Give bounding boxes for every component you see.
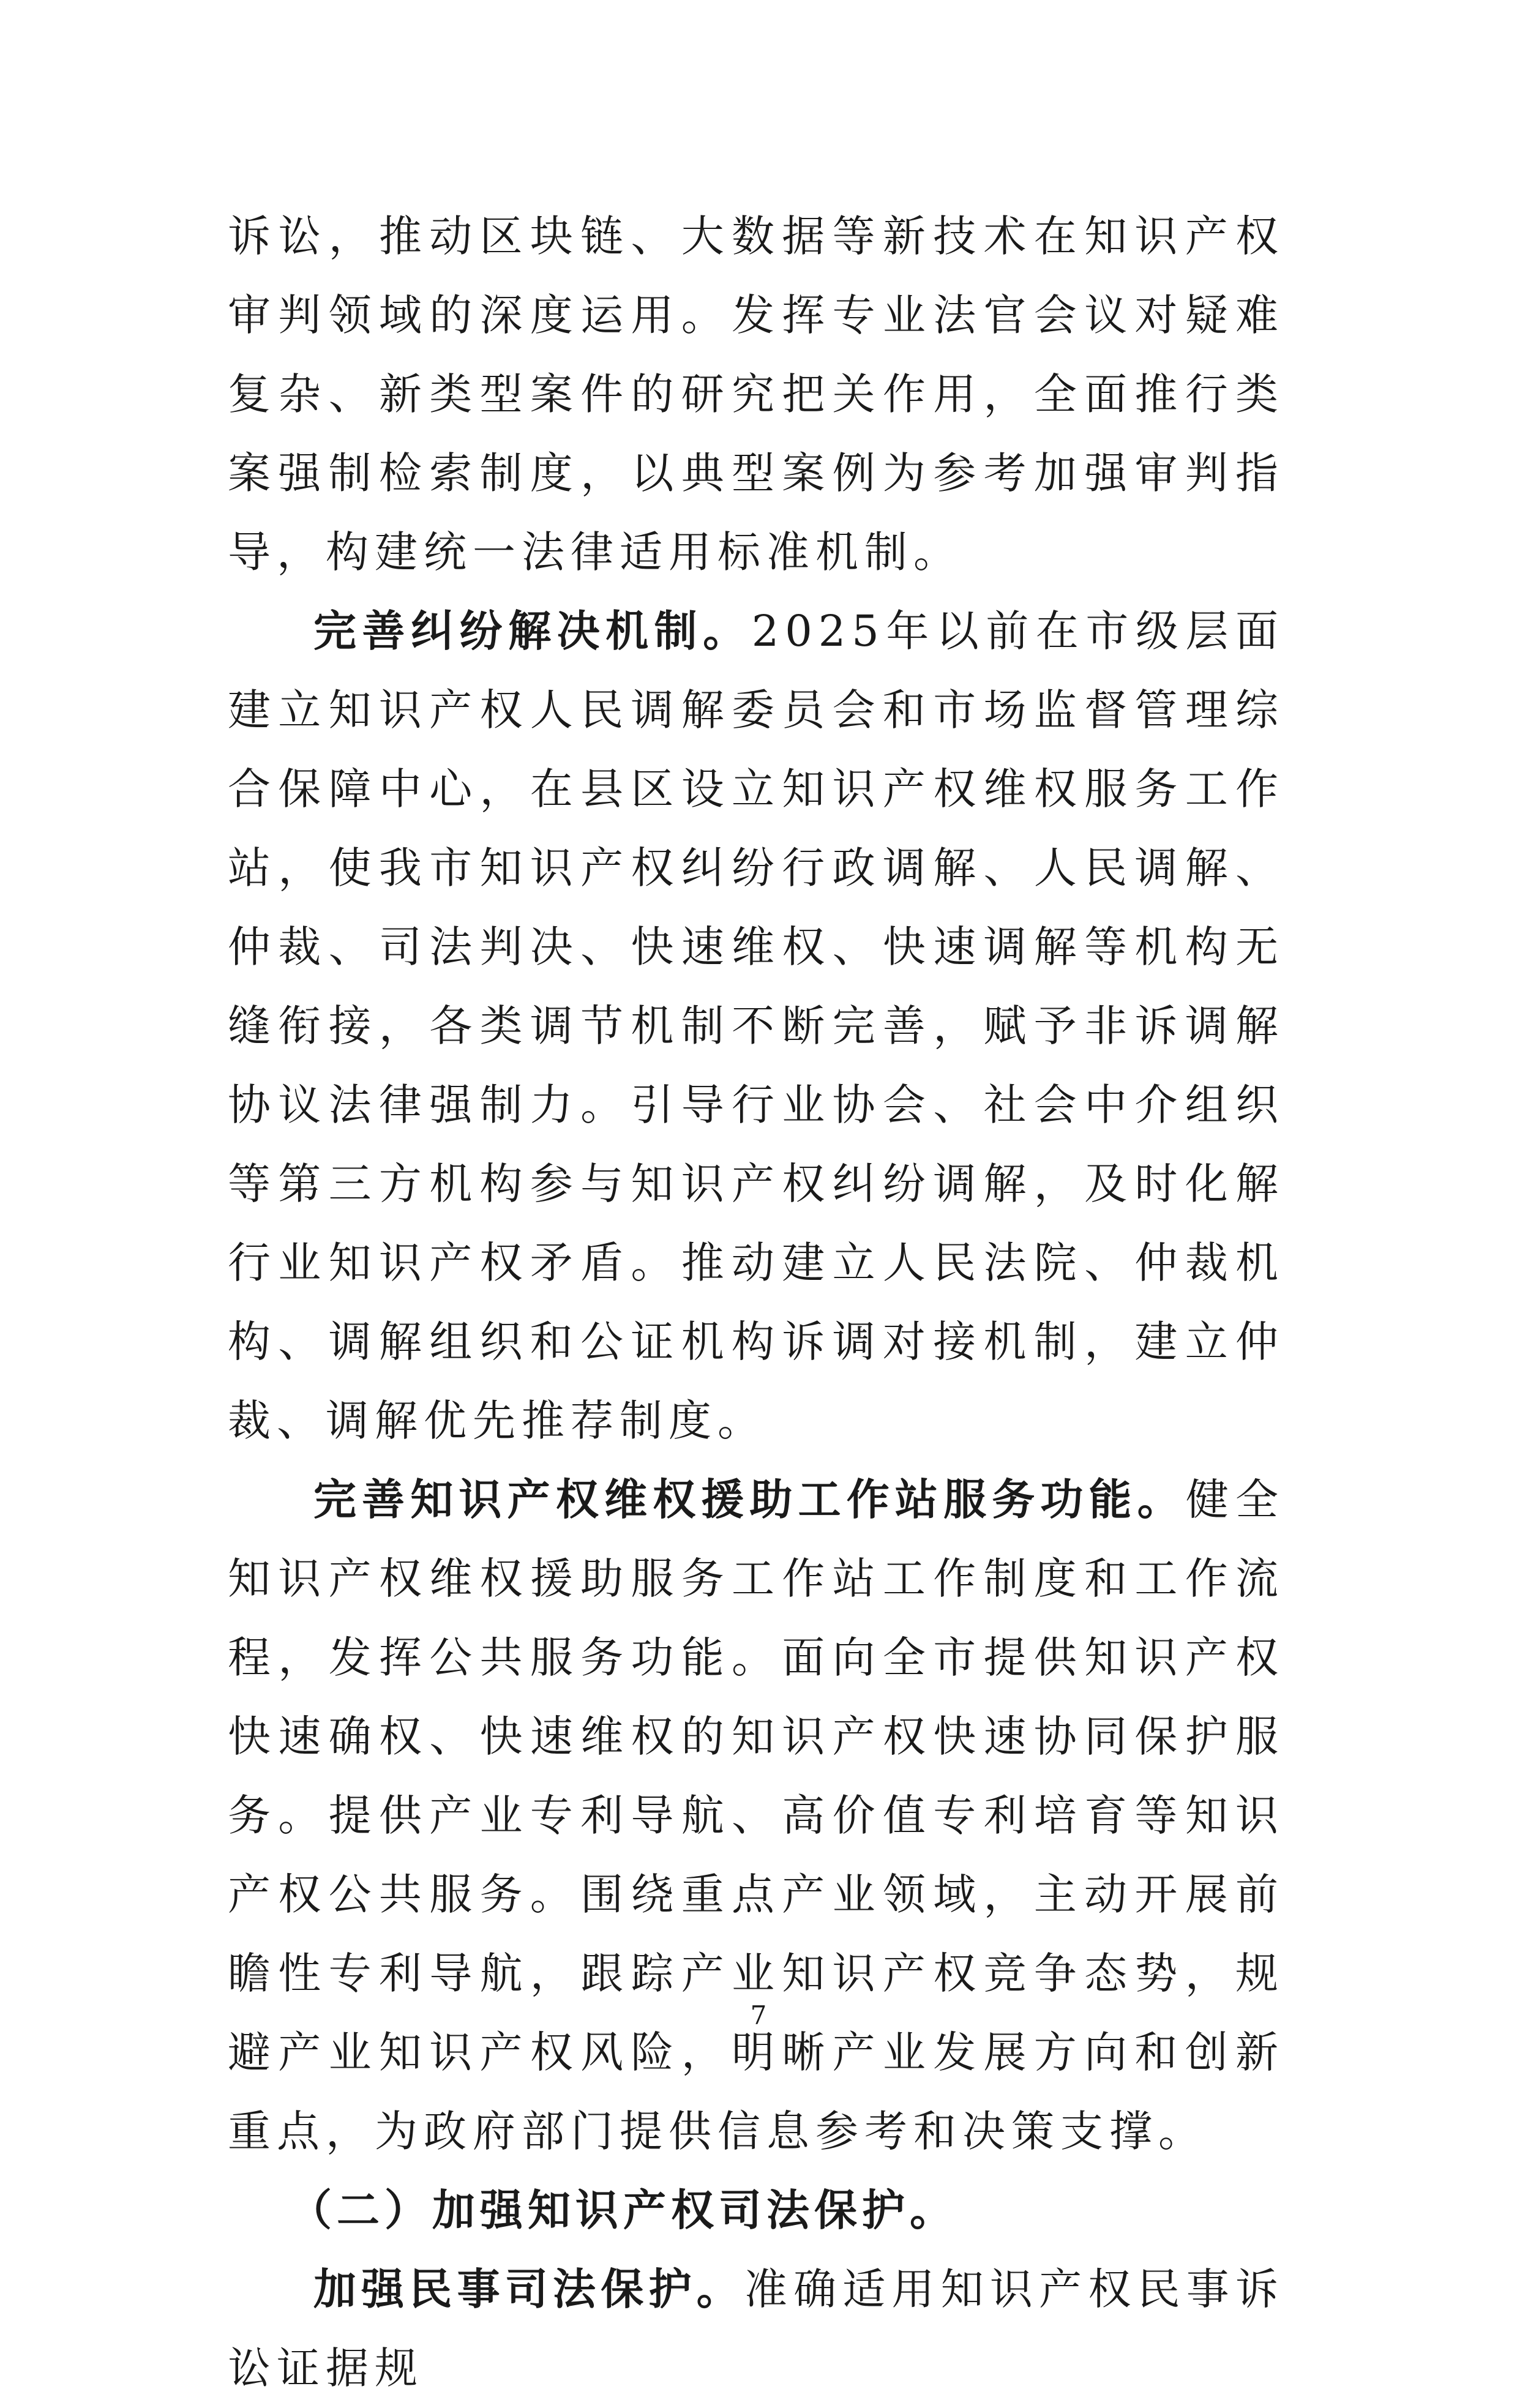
body-text: [228, 197, 1284, 2408]
paragraph-lead: 完善纠纷解决机制。: [313, 606, 752, 656]
paragraph-text: 诉讼，推动区块链、大数据等新技术在知识产权审判领域的深度运用。发挥专业法官会议对疑难复杂、新类型案件的研究把关作用，全面推行类案强制检索制度，以典型案例为参考加强审判指导，构建统一法律适用标准机制。: [228, 211, 1284, 577]
paragraph-lead: 完善知识产权维权援助工作站服务功能。: [313, 1475, 1186, 1525]
paragraph-text: 准确适用知识产权民事诉讼证据规: [228, 2264, 1285, 2393]
paragraph-text: 健全知识产权维权援助服务工作站工作制度和工作流程，发挥公共服务功能。面向全市提供知识产权快速确权、快速维权的知识产权快速协同保护服务。提供产业专利导航、高价值专利培育等知识产权公共服务。围绕重点产业领域，主动开展前瞻性专利导航，跟踪产业知识产权竞争态势，规避产业知识产权风险，明晰产业发展方向和创新重点，为政府部门提供信息参考和决策支撑。: [228, 1475, 1285, 2156]
page-number: 7: [750, 2000, 767, 2030]
paragraph-civil-protection: [228, 2250, 1284, 2408]
paragraph-rights-assistance: [228, 1460, 1284, 2171]
paragraph-continuation: [228, 197, 1284, 592]
paragraph-text: 2025年以前在市级层面建立知识产权人民调解委员会和市场监督管理综合保障中心，在县区设立知识产权维权服务工作站，使我市知识产权纠纷行政调解、人民调解、仲裁、司法判决、快速维权、快速调解等机构无缝衔接，各类调节机制不断完善，赋予非诉调解协议法律强制力。引导行业协会、社会中介组织等第三方机构参与知识产权纠纷调解，及时化解行业知识产权矛盾。推动建立人民法院、仲裁机构、调解组织和公证机构诉调对接机制，建立仲裁、调解优先推荐制度。: [228, 606, 1284, 1446]
paragraph-lead: 加强民事司法保护。: [313, 2264, 744, 2314]
section-heading: （二）加强知识产权司法保护。: [289, 2185, 957, 2235]
paragraph-dispute-resolution: [228, 592, 1284, 1460]
